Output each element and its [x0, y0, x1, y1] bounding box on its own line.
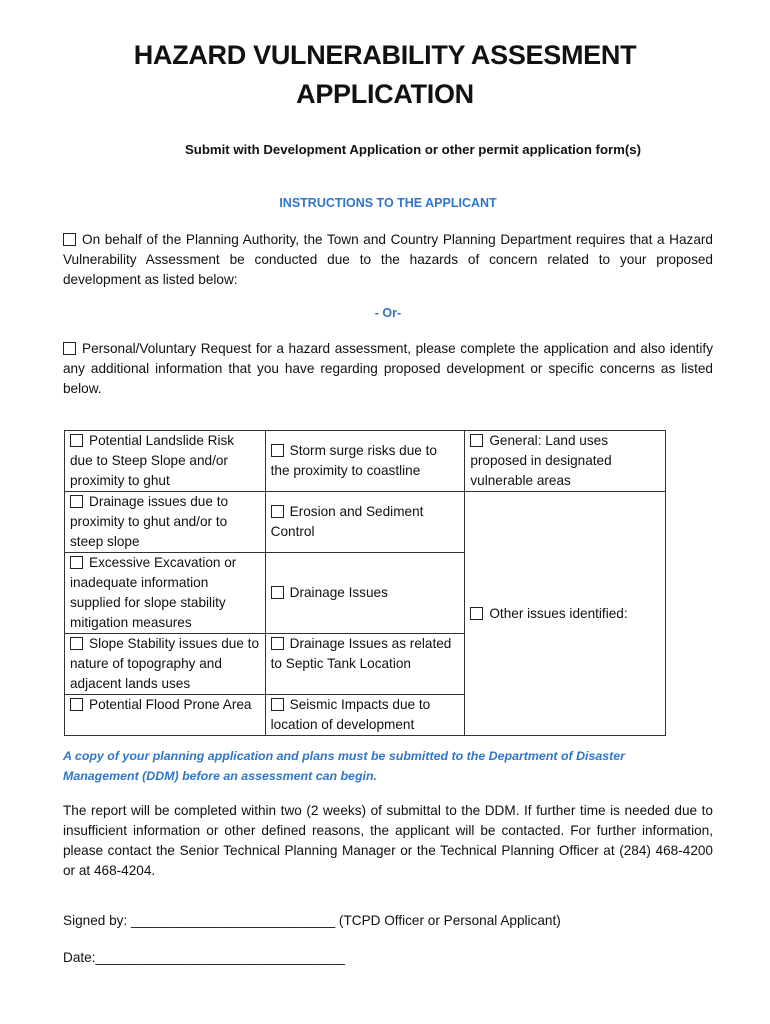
hazard-cell — [65, 431, 266, 492]
submission-note: A copy of your planning application and plans must be submitted to the Department of Disaster Management (DDM) before an assessment can begin. — [63, 749, 625, 783]
general-land-use-checkbox[interactable] — [470, 434, 483, 447]
personal-request-checkbox[interactable] — [63, 342, 76, 355]
title-line-1: HAZARD VULNERABILITY ASSESMENT — [133, 40, 637, 70]
hazard-label: Slope Stability issues due to nature of topography and adjacent lands uses — [70, 636, 260, 691]
hazard-label: Potential Landslide Risk due to Steep Slope and/or proximity to ghut — [70, 433, 235, 488]
subtitle: Submit with Development Application or other permit application form(s) — [185, 142, 641, 157]
hazard-cell — [465, 431, 666, 492]
hazard-cell — [265, 553, 465, 634]
seismic-impacts-checkbox[interactable] — [271, 698, 284, 711]
drainage-issues-checkbox[interactable] — [271, 586, 284, 599]
hazard-label: Other issues identified: — [489, 605, 628, 621]
hazard-label: Erosion and Sediment Control — [270, 504, 424, 539]
instructions-heading: INSTRUCTIONS TO THE APPLICANT — [279, 196, 497, 210]
hazard-label: Drainage issues due to proximity to ghut and/or to steep slope — [70, 494, 229, 549]
hazard-label: Drainage Issues — [289, 585, 388, 600]
hazard-label: Storm surge risks due to the proximity to coastline — [270, 443, 437, 478]
hazard-cell — [65, 634, 266, 695]
hazard-cell — [265, 431, 465, 492]
hazard-cell — [265, 492, 465, 553]
hazard-cell — [65, 553, 266, 634]
hazard-cell — [465, 492, 666, 736]
hazard-concerns-table — [64, 430, 666, 736]
title-line-2: APPLICATION — [296, 79, 474, 109]
excessive-excavation-checkbox[interactable] — [70, 556, 83, 569]
hazard-cell — [265, 695, 465, 736]
other-issues-checkbox[interactable] — [470, 607, 483, 620]
option-personal-request-text: Personal/Voluntary Request for a hazard assessment, please complete the application and also identify any additional information that you have regarding proposed development or specific concerns as listed below. — [63, 341, 713, 396]
landslide-risk-checkbox[interactable] — [70, 434, 83, 447]
page-title — [0, 36, 770, 114]
hazard-cell — [65, 695, 266, 736]
septic-drainage-checkbox[interactable] — [271, 637, 284, 650]
erosion-sediment-checkbox[interactable] — [271, 505, 284, 518]
option-personal-request — [63, 339, 713, 399]
hazard-label: General: Land uses proposed in designated vulnerable areas — [470, 433, 612, 488]
or-separator: - Or- — [374, 306, 402, 320]
planning-authority-checkbox[interactable] — [63, 233, 76, 246]
hazard-label: Excessive Excavation or inadequate information supplied for slope stability mitigation measures — [70, 555, 237, 630]
drainage-ghut-checkbox[interactable] — [70, 495, 83, 508]
report-paragraph: The report will be completed within two (2 weeks) of submittal to the DDM. If further time is needed due to insufficient information or other defined reasons, the applicant will be contacted. For further information, please contact the Senior Technical Planning Manager or the Technical Planning Officer at (284) 468-4200 or at 468-4204. — [63, 803, 713, 878]
slope-stability-checkbox[interactable] — [70, 637, 83, 650]
flood-prone-checkbox[interactable] — [70, 698, 83, 711]
option-planning-authority — [63, 230, 713, 290]
hazard-cell — [65, 492, 266, 553]
hazard-cell — [265, 634, 465, 695]
hazard-label: Seismic Impacts due to location of development — [270, 697, 431, 732]
hazard-label: Potential Flood Prone Area — [89, 697, 252, 712]
option-planning-authority-text: On behalf of the Planning Authority, the Town and Country Planning Department requires that a Hazard Vulnerability Assessment be conducted due to the hazards of concern related to your proposed development as listed below: — [63, 232, 713, 287]
date-line[interactable]: Date:_________________________________ — [63, 950, 345, 965]
hazard-label: Drainage Issues as related to Septic Tank Location — [270, 636, 452, 671]
signed-by-line[interactable]: Signed by: ___________________________ (TCPD Officer or Personal Applicant) — [63, 913, 561, 928]
storm-surge-checkbox[interactable] — [271, 444, 284, 457]
